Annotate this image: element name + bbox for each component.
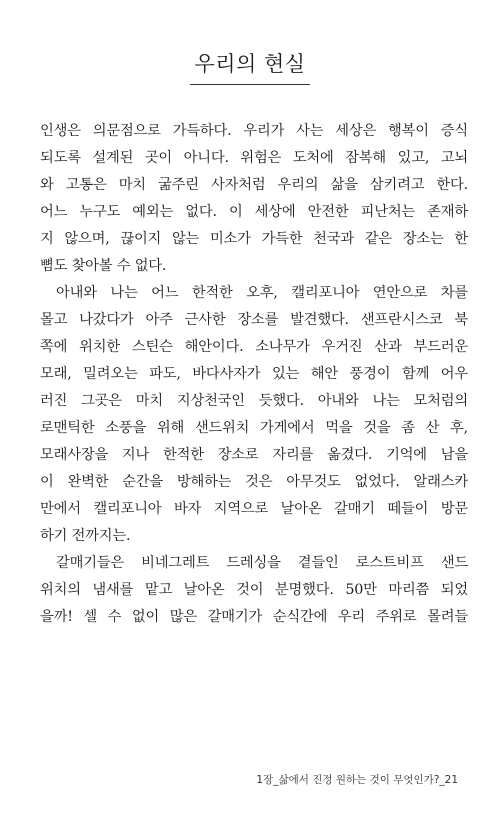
text-line: 로맨틱한 소풍을 위해 샌드위치 가게에서 먹을 것을 좀 산 후, — [40, 420, 468, 436]
paragraph-2 — [40, 280, 468, 550]
text-line: 인생은 의문점으로 가득하다. 우리가 사는 세상은 행복이 증식 — [40, 123, 468, 139]
text-line: 만에서 캘리포니아 바자 지역으로 날아온 갈매기 떼들이 방문 — [40, 501, 468, 517]
text-line: 아내와 나는 어느 한적한 오후, 캘리포니아 연안으로 차를 — [56, 285, 468, 301]
section-title-text: 우리의 현실 — [190, 48, 309, 85]
paragraph-1 — [40, 118, 468, 280]
body-text — [40, 118, 468, 631]
running-footer-page-number: 1장_삶에서 진정 원하는 것이 무엇인가?_21 — [256, 774, 458, 786]
text-line: 어느 누구도 예외는 없다. 이 세상에 안전한 피난처는 존재하 — [40, 204, 468, 220]
text-line: 모래, 밀려오는 파도, 바다사자가 있는 해안 풍경이 함께 어우 — [40, 366, 468, 382]
text-line: 뼘도 찾아볼 수 없다. — [40, 258, 167, 274]
text-line: 되도록 설계된 곳이 아니다. 위험은 도처에 잠복해 있고, 고뇌 — [40, 150, 468, 166]
text-line: 이 완벽한 순간을 방해하는 것은 아무것도 없었다. 알래스카 — [40, 474, 468, 490]
text-line: 을까! 셀 수 없이 많은 갈매기가 순식간에 우리 주위로 몰려들 — [40, 609, 468, 625]
text-line: 러진 그곳은 마치 지상천국인 듯했다. 아내와 나는 모처럼의 — [40, 393, 468, 409]
text-line: 갈매기들은 비네그레트 드레싱을 곁들인 로스트비프 샌드 — [56, 555, 468, 571]
text-line: 와 고통은 마치 굶주린 사자처럼 우리의 삶을 삼키려고 한다. — [40, 177, 468, 193]
chapter-section-title — [0, 48, 500, 85]
text-line: 쪽에 위치한 스틴슨 해안이다. 소나무가 우거진 산과 부드러운 — [40, 339, 468, 355]
text-line: 위치의 냄새를 맡고 날아온 것이 분명했다. 50만 마리쯤 되었 — [40, 582, 468, 598]
text-line: 모래사장을 지나 한적한 장소로 자리를 옮겼다. 기억에 남을 — [40, 447, 468, 463]
text-line: 지 않으며, 끊이지 않는 미소가 가득한 천국과 같은 장소는 한 — [40, 231, 468, 247]
text-line: 하기 전까지는. — [40, 528, 131, 544]
paragraph-3 — [40, 550, 468, 631]
text-line: 몰고 나갔다가 아주 근사한 장소를 발견했다. 샌프란시스코 북 — [40, 312, 468, 328]
